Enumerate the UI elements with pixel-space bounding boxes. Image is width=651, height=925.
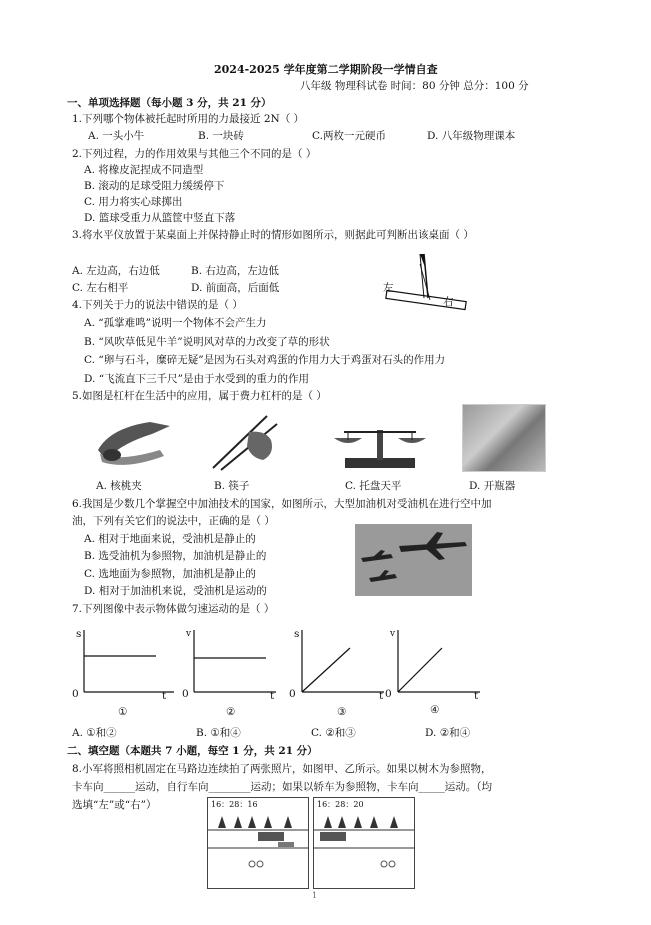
q6-option-c: C. 选地面为参照物，加油机是静止的 [84, 568, 256, 580]
graph-1-number: ① [118, 706, 128, 718]
graph-4-origin: 0 [385, 688, 392, 700]
graph-1-xlabel: t [162, 690, 167, 702]
q7-option-d: D. ②和④ [425, 727, 471, 739]
q1-option-d: D. 八年级物理课本 [427, 130, 516, 142]
q2-stem: 2.下列过程，力的作用效果与其他三个不同的是（ ） [72, 148, 317, 160]
photo-b [313, 797, 415, 889]
graph-2-origin: 0 [182, 688, 189, 700]
page-number: 1 [312, 891, 318, 900]
section1-heading: 一、单项选择题（每小题 3 分，共 21 分） [67, 97, 272, 109]
graph-4-number: ④ [430, 704, 440, 716]
q1-stem: 1.下列哪个物体被托起时所用的力最接近 2N（ ） [72, 113, 305, 125]
graph-3-number: ③ [337, 706, 347, 718]
q8-line2: 卡车向______运动，自行车向________运动；如果以轿车为参照物，卡车向_____运动。（均 [72, 781, 492, 793]
q4-option-c: C. “卵与石斗，糜碎无疑”是因为石头对鸡蛋的作用力大于鸡蛋对石头的作用力 [84, 354, 446, 366]
q3-stem: 3.将水平仪放置于某桌面上并保持静止时的情形如图所示，则据此可判断出该桌面（ ） [72, 229, 474, 241]
q6-stem-line2: 油，下列有关它们的说法中，正确的是（ ） [72, 515, 275, 527]
q4-stem: 4.下列关于力的说法中错误的是（ ） [72, 299, 243, 311]
graph-4-xlabel: t [474, 690, 479, 702]
bottle-opener-image [462, 404, 546, 472]
graph-1-ylabel: s [76, 628, 82, 640]
q8-line3: 选填“左”或“右”） [72, 799, 157, 811]
q5-option-d: D. 开瓶器 [469, 480, 516, 492]
q6-option-d: D. 相对于加油机来说，受油机是运动的 [84, 585, 267, 597]
q6-stem-line1: 6.我国是少数几个掌握空中加油技术的国家，如图所示，大型加油机对受油机在进行空中加 [72, 498, 492, 510]
level-right-label: 右 [443, 296, 454, 308]
photo-a [207, 797, 309, 889]
chopsticks-image [205, 410, 285, 472]
section2-heading: 二、填空题（本题共 7 小题，每空 1 分，共 21 分） [67, 745, 318, 757]
balance-image [330, 410, 430, 472]
graph-3-origin: 0 [289, 688, 296, 700]
q3-option-c: C. 左右相平 [72, 282, 129, 294]
q3-option-a: A. 左边高，右边低 [72, 265, 160, 277]
q5-stem: 5.如图是杠杆在生活中的应用，属于费力杠杆的是（ ） [72, 390, 327, 402]
graph-1 [70, 626, 178, 698]
photo-a-time: 16：28：16 [211, 800, 258, 809]
q3-option-d: D. 前面高，后面低 [191, 282, 280, 294]
exam-title: 2024-2025 学年度第二学期阶段一学情自查 [214, 63, 438, 76]
q1-option-a: A. 一头小牛 [88, 130, 145, 142]
q8-line1: 8.小军将照相机固定在马路边连续拍了两张照片，如图甲、乙所示。如果以树木为参照物， [72, 763, 492, 775]
q1-option-c: C.两枚一元硬币 [312, 130, 386, 142]
q4-option-a: A. “孤掌难鸣”说明一个物体不会产生力 [84, 317, 267, 329]
graph-4 [384, 626, 484, 698]
graph-3-ylabel: s [294, 628, 300, 640]
q7-option-c: C. ②和③ [311, 727, 356, 739]
graph-2-xlabel: t [270, 690, 275, 702]
q2-option-b: B. 滚动的足球受阻力缓缓停下 [84, 180, 225, 192]
graph-2-ylabel: v [186, 629, 192, 639]
graph-1-origin: 0 [72, 688, 79, 700]
exam-subtitle: 八年级 物理科试卷 时间：80 分钟 总分：100 分 [300, 80, 529, 92]
graph-3 [288, 626, 388, 698]
graph-3-xlabel: t [379, 690, 384, 702]
graph-4-ylabel: v [390, 629, 396, 639]
q4-option-b: B. “风吹草低见牛羊”说明风对草的力改变了草的形状 [84, 336, 330, 348]
q6-option-b: B. 选受油机为参照物，加油机是静止的 [84, 550, 267, 562]
aerial-refuel-image [355, 524, 472, 596]
q5-option-a: A. 核桃夹 [96, 480, 142, 492]
q5-option-b: B. 筷子 [214, 480, 250, 492]
photo-b-time: 16：28：20 [317, 800, 364, 809]
q5-option-c: C. 托盘天平 [345, 480, 402, 492]
q2-option-a: A. 将橡皮泥捏成不同造型 [84, 164, 204, 176]
q2-option-d: D. 篮球受重力从篮筐中竖直下落 [84, 212, 236, 224]
q1-option-b: B. 一块砖 [198, 130, 244, 142]
q2-option-c: C. 用力将实心球掷出 [84, 196, 183, 208]
q7-option-b: B. ①和④ [196, 727, 241, 739]
nutcracker-image [90, 410, 180, 470]
q7-option-a: A. ①和② [72, 727, 117, 739]
graph-2-number: ② [226, 706, 236, 718]
q7-stem: 7.下列图像中表示物体做匀速运动的是（ ） [72, 603, 275, 615]
q4-option-d: D. “飞流直下三千尺”是由于水受到的重力的作用 [84, 373, 309, 385]
q3-option-b: B. 右边高，左边低 [191, 265, 279, 277]
level-left-label: 左 [383, 282, 394, 294]
q6-option-a: A. 相对于地面来说，受油机是静止的 [84, 533, 256, 545]
graph-2 [180, 626, 280, 698]
